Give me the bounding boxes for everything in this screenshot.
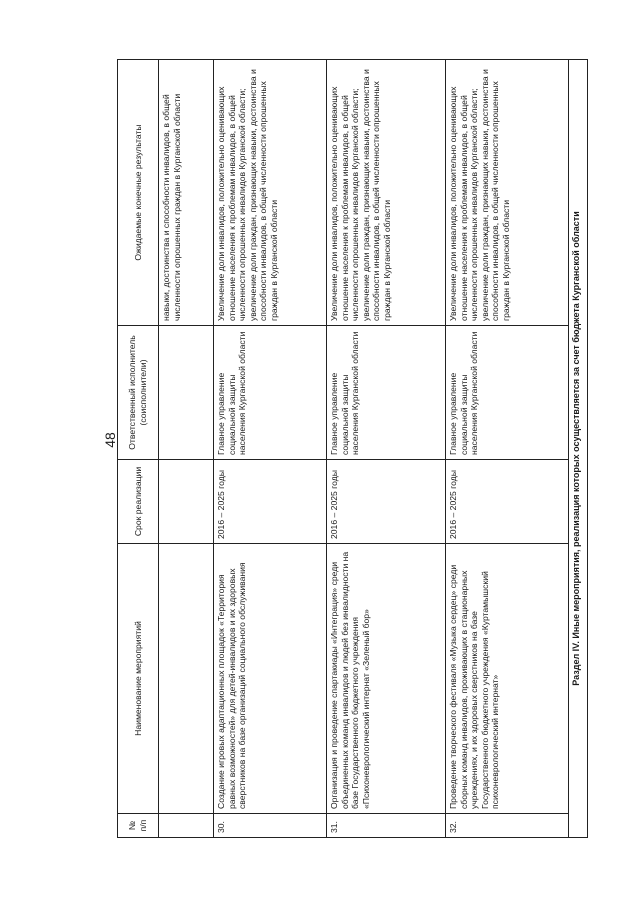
- cell-name: Создание игровых адаптационных площадок «Территория равных возможностей» для детей-инвалидов и их здоровых сверстников на базе организаций социального обслуживания: [214, 544, 327, 814]
- header-period: Срок реализации: [118, 460, 159, 544]
- cell-results: Увеличение доли инвалидов, положительно оценивающих отношение населения к проблемам инвалидов, в общей численности опрошенных инвалидов Курганской области; увеличение доли граждан, признающих навыки, достоинства и способности инвалидов, в общей численности опрошенных граждан в Курганской области: [214, 60, 327, 326]
- rotated-page-content: [117, 60, 580, 838]
- cell-name: Организация и проведение спартакиады «Интеграция» среди объединенных команд инвалидов и людей без инвалидности на базе Государственного бюджетного учреждения «Психоневрологический интернат «Зеленый бор»: [327, 544, 446, 814]
- cell-results: Увеличение доли инвалидов, положительно оценивающих отношение населения к проблемам инвалидов, в общей численности опрошенных инвалидов Курганской области; увеличение доли граждан, признающих навыки, достоинства и способности инвалидов, в общей численности опрошенных граждан в Курганской области: [327, 60, 446, 326]
- table-row-continuation: [159, 60, 214, 838]
- cell-period: 2016 – 2025 годы: [214, 460, 327, 544]
- table-header-row: [118, 60, 159, 838]
- table-row: [327, 60, 446, 838]
- measures-table: [117, 59, 588, 838]
- header-name: Наименование мероприятий: [118, 544, 159, 814]
- section-title: Раздел IV. Иные мероприятия, реализация которых осуществляется за счет бюджета Курганской области: [569, 60, 588, 838]
- cell-executor: Главное управление социальной защиты населения Курганской области: [446, 326, 569, 460]
- section-header-row: [569, 60, 588, 838]
- cell-num: 31.: [327, 814, 446, 838]
- cell-results: Увеличение доли инвалидов, положительно оценивающих отношение населения к проблемам инвалидов, в общей численности опрошенных инвалидов Курганской области; увеличение доли граждан, признающих навыки, достоинства и способности инвалидов, в общей численности опрошенных граждан в Курганской области: [446, 60, 569, 326]
- table-row: [446, 60, 569, 838]
- header-num: № п/п: [118, 814, 159, 838]
- cell-period: 2016 – 2025 годы: [446, 460, 569, 544]
- cell-results-continuation: навыки, достоинства и способности инвалидов, в общей численности опрошенных граждан в Курганской области: [159, 60, 214, 326]
- cell-period: 2016 – 2025 годы: [327, 460, 446, 544]
- cell-num: 32.: [446, 814, 569, 838]
- cell-empty: [159, 544, 214, 814]
- cell-executor: Главное управление социальной защиты населения Курганской области: [327, 326, 446, 460]
- header-executor: Ответственный исполнитель (соисполнители): [118, 326, 159, 460]
- header-results: Ожидаемые конечные результаты: [118, 60, 159, 326]
- cell-name: Проведение творческого фестиваля «Музыка сердец» среди сборных команд инвалидов, проживающих в стационарных учреждениях, и их здоровых сверстников на базе Государственного бюджетного учреждения «Куртамышский психоневрологический интернат»: [446, 544, 569, 814]
- table-row: [214, 60, 327, 838]
- cell-num: 30.: [214, 814, 327, 838]
- cell-empty: [159, 326, 214, 460]
- cell-empty: [159, 460, 214, 544]
- cell-empty: [159, 814, 214, 838]
- cell-executor: Главное управление социальной защиты населения Курганской области: [214, 326, 327, 460]
- page-number: 48: [102, 432, 118, 448]
